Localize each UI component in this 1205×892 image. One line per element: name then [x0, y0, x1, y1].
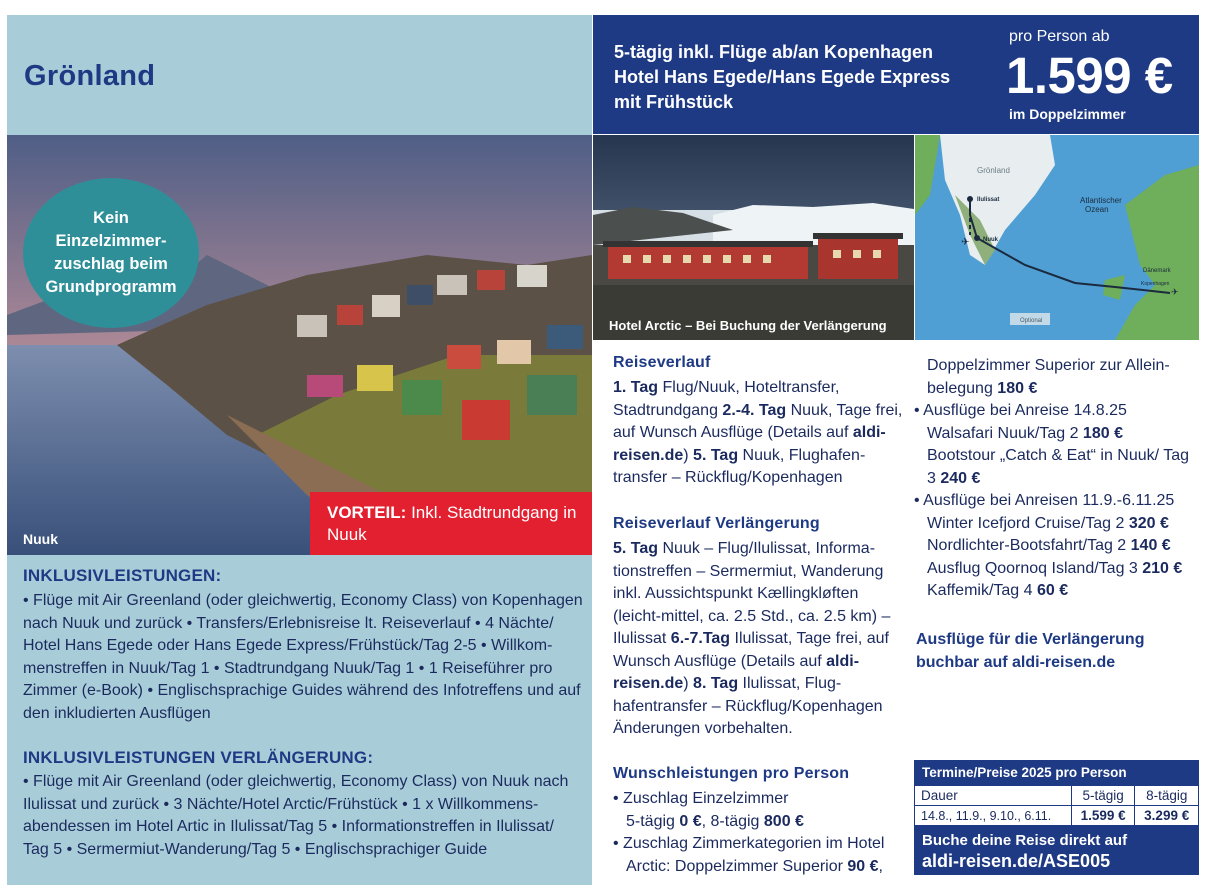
excursion-price: 180 €	[1082, 424, 1123, 442]
price-table-heading: Termine/Preise 2025 pro Person	[914, 760, 1199, 785]
map-legend-optional: Optional	[1020, 318, 1043, 324]
excursion-item	[914, 558, 1199, 581]
single-room-badge	[23, 178, 199, 328]
inclusive-text: • Flüge mit Air Greenland (oder gleichwertig, Economy Class) von Kopenhagen nach Nuuk und zurück • Transfers/Erlebnisreise lt. Reiseverlauf • 4 Nächte/ Hotel Hans Egede oder Hans Egede Express/Frühstück/Tag 2-5 • Willkom-menstreffen in Nuuk/Tag 1 • Stadtrundgang Nuuk/Tag 1 • 1 Reiseführer pro Zimmer (e-Book) • Englischsprachige Guides während des Infotreffens und auf den inkludierten Ausflügen	[23, 592, 583, 722]
page-title: Grönland	[24, 60, 156, 92]
service-text: Arctic: Doppelzimmer Superior	[626, 857, 848, 875]
map-label-copenhagen: Kopenhagen	[1141, 281, 1170, 287]
excursion-item	[914, 580, 1199, 603]
extension-itinerary-text	[613, 538, 903, 741]
table-cell: 3.299 €	[1135, 806, 1199, 826]
service-item: • Zuschlag Einzelzimmer	[613, 790, 789, 807]
price-table-grid	[914, 785, 1199, 826]
excursion-price: 60 €	[1036, 582, 1069, 599]
excursion-price: 140 €	[1130, 537, 1171, 554]
map-label-denmark: Dänemark	[1143, 268, 1171, 274]
itinerary-desc: Ilulissat, Flug-hafentransfer – Rückflug/Kopenhagen Änderungen vorbehalten.	[613, 675, 883, 737]
advantage-text: Inkl. Stadtrundgang in Nuuk	[327, 503, 577, 544]
itinerary-day: 6.-7.Tag	[670, 630, 731, 647]
excursion-name: Winter Icefjord Cruise/Tag 2	[927, 514, 1129, 532]
badge-line: Kein	[93, 209, 129, 227]
service-item-detail	[914, 355, 1199, 400]
plane-icon: ✈	[1171, 287, 1179, 297]
extension-booking-note: Ausflüge für die Verlängerung buchbar auf aldi-reisen.de	[916, 631, 1145, 671]
map-label-greenland: Grönland	[977, 166, 1010, 175]
website-link[interactable]: aldi-reisen.de	[613, 652, 860, 692]
booking-link[interactable]: aldi-reisen.de/ASE005	[922, 851, 1111, 871]
table-cell: 1.599 €	[1071, 806, 1135, 826]
optional-services-heading: Wunschleistungen pro Person	[613, 765, 850, 782]
hotel-photo	[593, 135, 914, 340]
excursion-item	[914, 423, 1199, 446]
excursion-name: Walsafari Nuuk/Tag 2	[927, 424, 1083, 442]
plane-icon: ✈	[961, 237, 970, 248]
itinerary-day: 2.-4. Tag	[722, 401, 787, 419]
excursions-list	[914, 355, 1199, 603]
route-map	[915, 135, 1199, 340]
excursion-name: Ausflug Qoornoq Island/Tag 3	[927, 559, 1143, 577]
itinerary-day: 8. Tag	[693, 675, 739, 692]
excursion-item	[914, 513, 1199, 536]
service-price: 90 €	[847, 857, 879, 875]
badge-line: Grundprogramm	[45, 278, 177, 296]
itinerary-desc: Ilulissat, Tage frei, auf Wunsch Ausflüge (Details auf	[613, 630, 889, 670]
itinerary-day: 5. Tag	[613, 540, 659, 557]
badge-line: zuschlag beim	[54, 255, 168, 273]
offer-line: Hotel Hans Egede/Hans Egede Express	[614, 67, 951, 87]
extension-text: • Flüge mit Air Greenland (oder gleichwertig, Economy Class) von Nuuk nach Ilulissat und zurück • 3 Nächte/Hotel Arctic/Frühstück • 1 x Willkommens-abendessen im Hotel Artic in Ilulissat/Tag 5 • Informationstreffen in Ilulissat/ Tag 5 • Sermermiut-Wanderung/Tag 5 • Englischsprachiger Guide	[23, 773, 569, 858]
excursion-name: Nordlichter-Bootsfahrt/Tag 2	[927, 537, 1131, 554]
service-item: • Zuschlag Zimmerkategorien im Hotel	[613, 835, 885, 852]
service-item-detail	[613, 811, 913, 834]
excursion-price: 210 €	[1142, 559, 1183, 577]
excursion-price: 240 €	[940, 469, 981, 487]
optional-services-list	[613, 788, 913, 878]
excursion-item	[914, 445, 1199, 490]
excursion-group-heading: • Ausflüge bei Anreisen 11.9.-6.11.25	[914, 492, 1175, 509]
advantage-banner	[310, 492, 592, 555]
itinerary-text	[613, 377, 903, 490]
service-text: , 8-tägig	[701, 812, 764, 830]
price-subtitle: im Doppelzimmer	[1009, 106, 1126, 122]
map-label-atlantic: Atlantischer Ozean	[1080, 196, 1122, 214]
itinerary-desc: Nuuk, Tage frei, auf Wunsch Ausflüge (Details auf	[613, 401, 903, 441]
map-label-nuuk: Nuuk	[983, 237, 998, 243]
itinerary-desc: )	[683, 446, 694, 464]
offer-line: 5-tägig inkl. Flüge ab/an Kopenhagen	[614, 42, 934, 62]
table-header-cell: 5-tägig	[1071, 786, 1135, 806]
excursion-price: 320 €	[1128, 514, 1169, 532]
table-header-cell: Dauer	[915, 786, 1072, 806]
excursion-name: Bootstour „Catch & Eat“ in Nuuk/ Tag 3	[927, 447, 1190, 487]
service-price: 800 €	[763, 812, 804, 830]
extension-heading: INKLUSIVLEISTUNGEN VERLÄNGERUNG:	[23, 748, 374, 767]
itinerary-desc: Nuuk – Flug/Ilulissat, Informa-tionstreffen – Sermermiut, Wanderung inkl. Aussichtspunkt Kællingkløften (leicht-mittel, ca. 2.5 Std., ca. 2.5 km) – Ilulissat	[613, 540, 891, 647]
service-price: 0 €	[679, 812, 702, 830]
itinerary-heading: Reiseverlauf	[613, 354, 711, 371]
excursion-group-heading: • Ausflüge bei Anreise 14.8.25	[914, 402, 1127, 419]
table-row	[915, 806, 1199, 826]
itinerary-day: 1. Tag	[613, 379, 659, 396]
photo-caption: Nuuk	[23, 531, 58, 547]
website-link[interactable]: aldi-reisen.de	[613, 424, 886, 464]
price-value: 1.599 €	[1006, 47, 1173, 104]
service-text: Doppelzimmer Superior zur Allein-belegung	[927, 357, 1170, 397]
service-text: 5-tägig	[626, 812, 680, 830]
excursion-item	[914, 535, 1199, 558]
booking-cta-text: Buche deine Reise direkt auf	[922, 832, 1128, 849]
service-item-detail	[613, 856, 913, 879]
advantage-label: VORTEIL:	[327, 503, 407, 522]
price-table	[914, 760, 1199, 875]
route-map-image	[915, 135, 1199, 340]
table-cell: 14.8., 11.9., 9.10., 6.11.	[915, 806, 1072, 826]
hotel-arctic-image	[593, 135, 914, 340]
itinerary-day: 5. Tag	[693, 446, 739, 464]
itinerary-desc: Nuuk, Flughafen-transfer – Rückflug/Kopenhagen	[613, 446, 866, 486]
map-label-ilulissat: Ilulissat	[977, 197, 1000, 203]
hotel-caption: Hotel Arctic – Bei Buchung der Verlängerung	[609, 318, 887, 333]
service-price: 180 €	[997, 379, 1038, 397]
offer-line: mit Frühstück	[614, 92, 734, 112]
itinerary-desc: )	[683, 675, 694, 692]
badge-line: Einzelzimmer-	[55, 232, 167, 250]
table-row	[915, 786, 1199, 806]
inclusive-heading: INKLUSIVLEISTUNGEN:	[23, 566, 222, 585]
table-header-cell: 8-tägig	[1135, 786, 1199, 806]
service-text: ,	[878, 857, 883, 875]
price-label: pro Person ab	[1009, 28, 1110, 45]
excursion-name: Kaffemik/Tag 4	[927, 582, 1037, 599]
offer-summary	[614, 40, 950, 115]
itinerary-desc: Flug/Nuuk, Hoteltransfer, Stadtrundgang	[613, 379, 840, 419]
extension-itinerary-heading: Reiseverlauf Verlängerung	[613, 515, 820, 532]
booking-cta	[914, 826, 1199, 875]
